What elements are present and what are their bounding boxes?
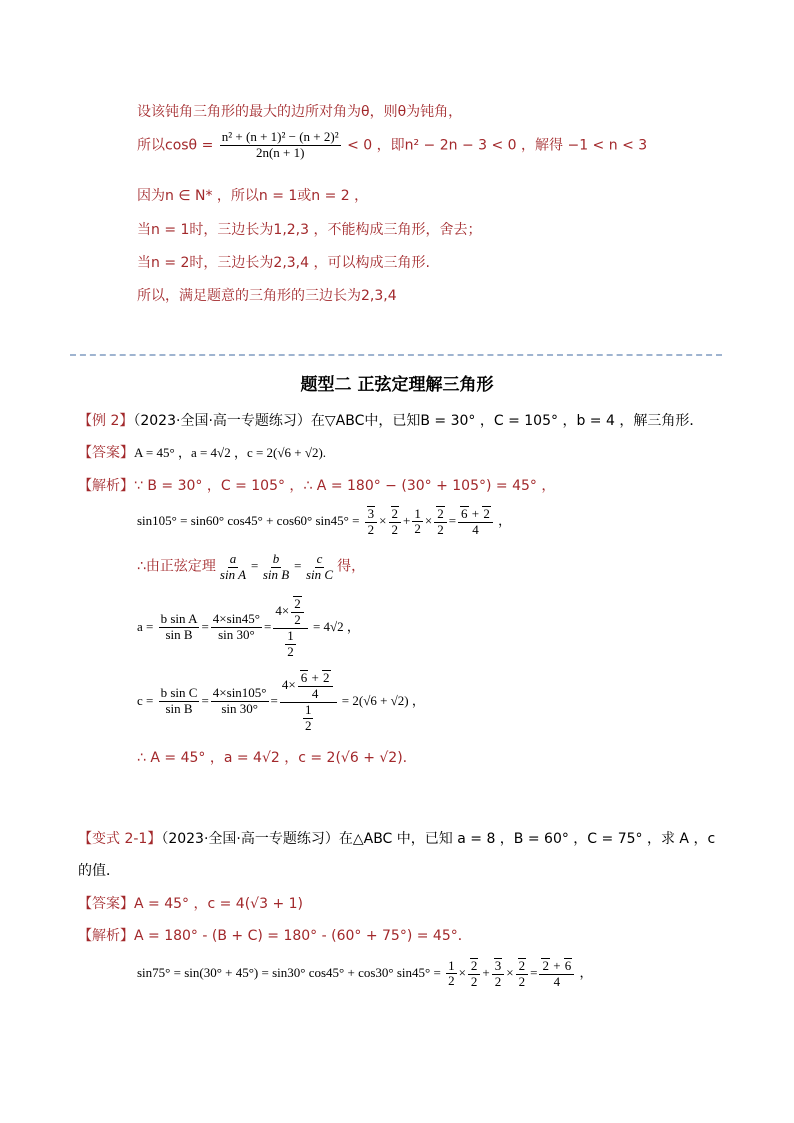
text-line-5: 当n = 2时，三边长为2,3,4 ，可以构成三角形. (137, 255, 430, 271)
variant-analysis-line: A = 180° - (B + C) = 180° - (60° + 75°) = 45°． (134, 928, 472, 944)
example2-source: （2023·全国·高一专题练习） (133, 413, 311, 429)
text-line-1: 设该钝角三角形的最大的边所对角为θ，则θ为钝角， (137, 104, 463, 120)
example2-text: 在▽ABC中，已知B = 30° ，C = 105° ，b = 4 ，解三角形． (310, 413, 704, 429)
sin75-tail: ， (579, 964, 593, 980)
cos-numerator: n² + (n + 1)² − (n + 2)² (221, 129, 339, 144)
c-result: = 2(√6 + √2) ， (341, 692, 425, 708)
variant-source: （2023·全国·高一专题练习） (161, 831, 339, 847)
sin75-prefix: sin75° = sin(30° + 45°) = sin30° cos45° + cos30° sin45° = (137, 964, 441, 980)
text-line-4: 当n = 1时，三边长为1,2,3 ，不能构成三角形，舍去； (137, 222, 482, 238)
law-prefix: ∴由正弦定理 (137, 558, 216, 575)
variant-answer (78, 893, 303, 913)
cos-prefix: 所以cosθ = (137, 137, 214, 154)
analysis-line-1: ∵ B = 30° ，C = 105° ，∴ A = 180° − (30° + 105°) = 45° ， (134, 478, 556, 494)
section-divider (70, 354, 722, 356)
law-suffix: 得， (337, 558, 366, 575)
sin105-tail: ， (498, 512, 512, 528)
a-calculation: a = $\frac{\text{b sin A}}{\text{sin B}}$ = $\frac{4\times\sin 45^\circ}{\sin 30^\circ}$ = 4× $\frac{2}{2}$ $\frac{1}{2}$ = 4√2 ， (137, 596, 360, 659)
variant-question (78, 828, 715, 848)
cos-suffix: < 0 ，即n² − 2n − 3 < 0 ，解得 −1 < n < 3 (347, 137, 648, 154)
c-calculation: c = $\frac{\text{b sin C}}{\text{sin B}}$ = $\frac{4\times\sin 105^\circ}{\sin 30^\circ}$ = 4× $\frac{6 + 2}{4}$ $\frac{1}{2}$ = 2(√6 + √2) ， (137, 670, 425, 733)
text-line-2 (137, 130, 647, 161)
variant-answer-tag: 【答案】 (78, 896, 134, 912)
c-label: c = (137, 692, 154, 708)
sin105-prefix: sin105° = sin60° cos45° + cos60° sin45° = (137, 512, 360, 528)
variant-question-cont: 的值． (78, 863, 120, 879)
cos-denominator: 2n(n + 1) (255, 144, 305, 160)
sin75-line: sin75° = sin(30° + 45°) = sin30° cos45° + cos30° sin45° = $\frac{1}{2}$ × $\frac{2}{2}$ + $\frac{3}{2}$ × $\frac{2}{2}$ = $\frac{2 + 6}{4}$ ， (137, 957, 593, 989)
cos-fraction (220, 130, 341, 161)
variant-analysis-1 (78, 925, 472, 945)
example2-answer (78, 442, 326, 462)
example2-tag: 【例 2】 (78, 413, 134, 429)
text-line-6: 所以，满足题意的三角形的三边长为2,3,4 (137, 288, 397, 304)
example2-question (78, 410, 703, 430)
a-result: = 4√2 ， (312, 618, 360, 634)
example2-analysis-1 (78, 475, 555, 495)
sin105-line: sin105° = sin60° cos45° + cos60° sin45° = $\frac{3}{2}$ × $\frac{2}{2}$ + $\frac{1}{2}$ × $\frac{2}{2}$ = $\frac{6 + 2}{4}$ ， (137, 505, 512, 537)
variant-text: 在△ABC 中，已知 a = 8 ，B = 60° ，C = 75° ，求 A ，c (338, 831, 716, 847)
section-title: 题型二 正弦定理解三角形 (300, 375, 494, 395)
answer-tag: 【答案】 (78, 445, 134, 461)
variant-answer-text: A = 45° ，c = 4(√3 + 1) (134, 896, 303, 912)
a-label: a = (137, 618, 154, 634)
variant-analysis-tag: 【解析】 (78, 928, 134, 944)
answer-text: A = 45° ，a = 4√2 ，c = 2(√6 + √2). (134, 445, 327, 460)
analysis-tag: 【解析】 (78, 478, 134, 494)
variant-tag: 【变式 2-1】 (78, 831, 162, 847)
law-of-sines-line: ∴由正弦定理 $\frac{a}{\text{sin A}}$ = $\frac{b}{\text{sin B}}$ = $\frac{c}{\text{sin C}}$ 得， (137, 551, 366, 582)
text-line-3: 因为n ∈ N* ，所以n = 1或n = 2 ， (137, 188, 369, 204)
example2-conclusion: ∴ A = 45° ，a = 4√2 ，c = 2(√6 + √2). (137, 750, 408, 766)
